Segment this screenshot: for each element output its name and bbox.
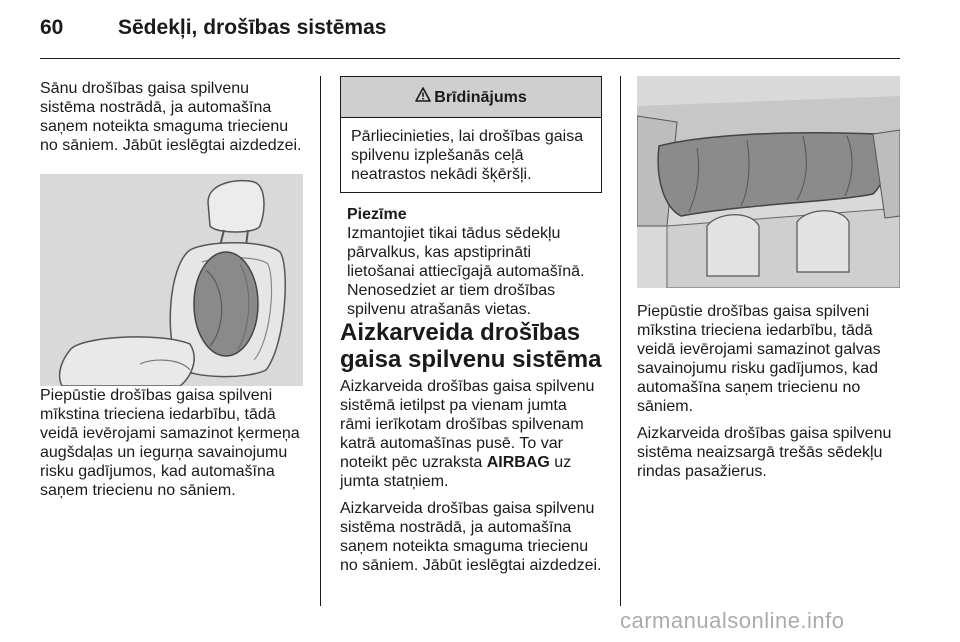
note-title: Piezīme bbox=[347, 206, 407, 223]
paragraph-1-text-before: Aizkarveida drošības gaisa spilvenu sistēmā ietilpst pa vienam jumta rāmi ierīkotam drošības spilvenam katrā automašīnas pusē. To var noteikt pēc uzraksta bbox=[340, 378, 595, 471]
watermark: carmanualsonline.info bbox=[620, 608, 845, 633]
column-3 bbox=[637, 76, 899, 481]
page-header-title: Sēdekļi, drošības sistēmas bbox=[118, 16, 387, 39]
column-divider-1 bbox=[320, 76, 321, 606]
note-block bbox=[340, 205, 602, 319]
warning-triangle-icon bbox=[415, 87, 431, 107]
seat-airbag-illustration bbox=[40, 174, 303, 386]
section-paragraph-1 bbox=[340, 377, 602, 491]
column-1 bbox=[40, 79, 308, 500]
note-line-1: Izmantojiet tikai tādus sēdekļu pārvalkus, kas apstiprināti lietošanai attiecīgajā automašīnā. bbox=[347, 225, 585, 280]
section-paragraph-2: Aizkarveida drošības gaisa spilvenu sistēma nostrādā, ja automašīna saņem noteikta smaguma triecienu no sāniem. Jābūt ieslēgtai aizdedzei. bbox=[340, 500, 602, 574]
page-number: 60 bbox=[40, 16, 64, 39]
column-2 bbox=[340, 76, 602, 575]
section-title: Aizkarveida drošības gaisa spilvenu sistēma bbox=[340, 319, 602, 373]
warning-title: Brīdinājums bbox=[434, 88, 527, 106]
header-rule bbox=[40, 58, 900, 59]
curtain-airbag-illustration bbox=[637, 76, 900, 288]
third-row-note: Aizkarveida drošības gaisa spilvenu sistēma neaizsargā trešās sēdekļu rindas pasažierus. bbox=[637, 425, 892, 480]
warning-box bbox=[340, 76, 602, 193]
note-line-2: Nenosedziet ar tiem drošības spilvenu atrašanās vietas. bbox=[347, 282, 556, 318]
warning-body: Pārliecinieties, lai drošības gaisa spilvenu izplešanās ceļā neatrastos nekādi šķēršļi. bbox=[351, 128, 584, 183]
airbag-label: AIRBAG bbox=[486, 454, 550, 471]
column-divider-2 bbox=[620, 76, 621, 606]
warning-header bbox=[341, 77, 601, 118]
paragraph-1-text-after: uz jumta statņiem. bbox=[340, 454, 572, 490]
side-airbag-caption: Piepūstie drošības gaisa spilveni mīkstina trieciena iedarbību, tādā veidā ievērojami samazinot ķermeņa augšdaļas un iegurņa savainojumu risku gadījumos, kad automašīna saņem triecienu no sāniem. bbox=[40, 387, 300, 499]
curtain-airbag-caption: Piepūstie drošības gaisa spilveni mīkstina trieciena iedarbību, tādā veidā ievērojami samazinot galvas savainojumu risku gadījumos, kad automašīna saņem triecienu no sāniem. bbox=[637, 303, 881, 415]
side-airbag-intro: Sānu drošības gaisa spilvenu sistēma nostrādā, ja automašīna saņem noteikta smaguma triecienu no sāniem. Jābūt ieslēgtai aizdedzei. bbox=[40, 80, 302, 154]
